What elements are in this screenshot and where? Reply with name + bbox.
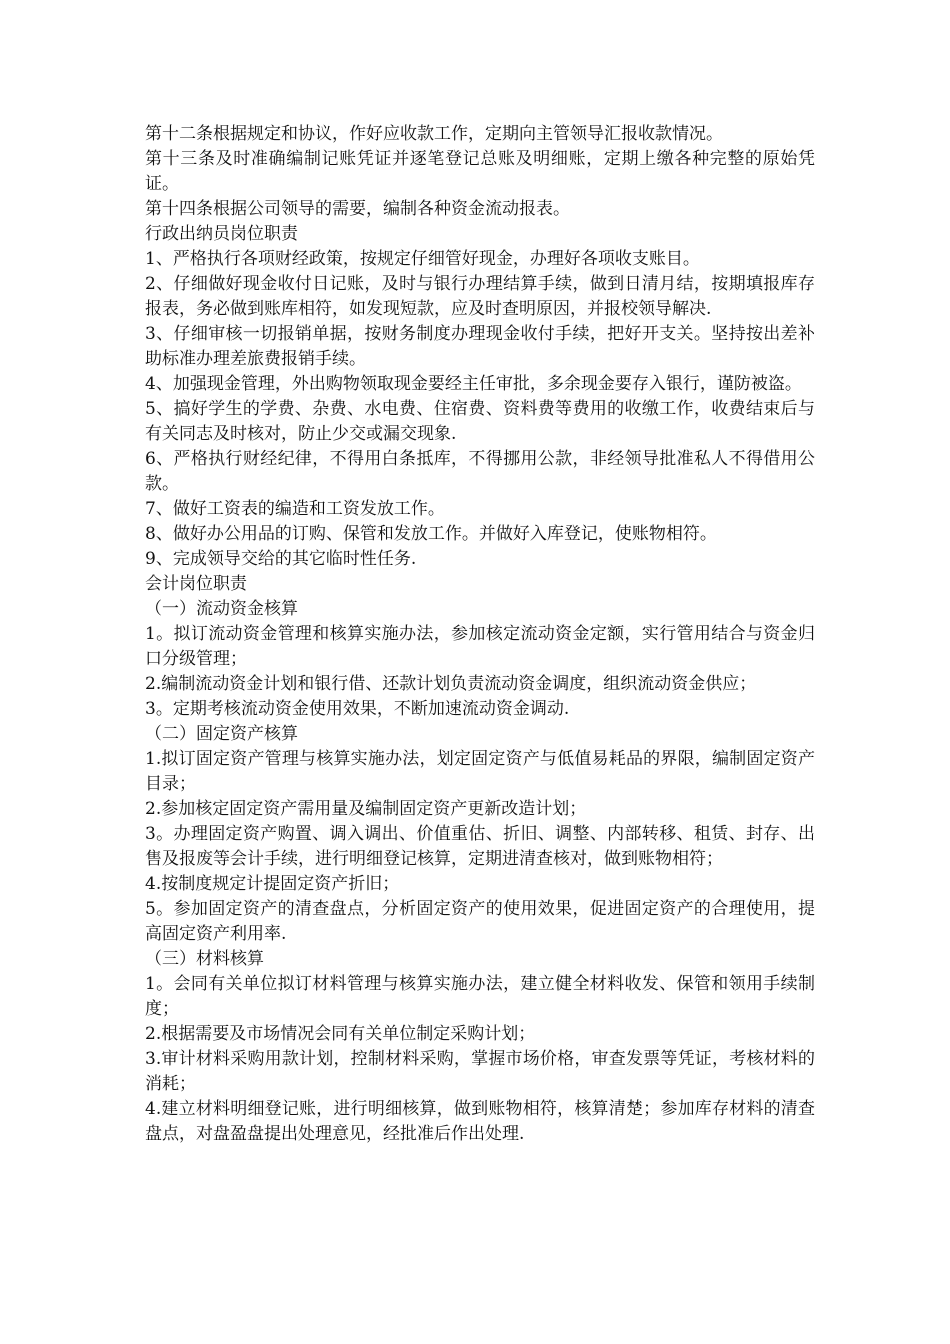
subsection-heading: （二）固定资产核算 [145,724,298,744]
paragraph: 2.参加核定固定资产需用量及编制固定资产更新改造计划； [145,799,587,819]
subsection-heading: （一）流动资金核算 [145,599,298,619]
paragraph: 6、严格执行财经纪律，不得用白条抵库，不得挪用公款，非经领导批准私人不得借用公款。 [145,449,815,494]
section-heading: 行政出纳员岗位职责 [145,224,298,244]
paragraph: 1。拟订流动资金管理和核算实施办法，参加核定流动资金定额，实行管用结合与资金归口分级管理； [145,624,815,669]
paragraph: 2.根据需要及市场情况会同有关单位制定采购计划； [145,1024,536,1044]
paragraph: 2.编制流动资金计划和银行借、还款计划负责流动资金调度，组织流动资金供应； [145,674,757,694]
paragraph: 1.拟订固定资产管理与核算实施办法，划定固定资产与低值易耗品的界限，编制固定资产目录； [145,749,815,794]
paragraph: 4、加强现金管理，外出购物领取现金要经主任审批，多余现金要存入银行，谨防被盗。 [145,374,802,394]
paragraph: 2、仔细做好现金收付日记账，及时与银行办理结算手续，做到日清月结，按期填报库存报表，务必做到账库相符，如发现短款，应及时查明原因，并报校领导解决. [145,274,815,319]
paragraph: 3。定期考核流动资金使用效果，不断加速流动资金调动. [145,699,570,719]
paragraph: 5。参加固定资产的清查盘点，分析固定资产的使用效果，促进固定资产的合理使用，提高固定资产利用率. [145,899,815,944]
document-body [145,122,815,1147]
paragraph: 第十二条根据规定和协议，作好应收款工作，定期向主管领导汇报收款情况。 [145,124,723,144]
paragraph: 7、做好工资表的编造和工资发放工作。 [145,499,445,519]
paragraph: 3、仔细审核一切报销单据，按财务制度办理现金收付手续，把好开支关。坚持按出差补助标准办理差旅费报销手续。 [145,324,815,369]
paragraph: 1。会同有关单位拟订材料管理与核算实施办法，建立健全材料收发、保管和领用手续制度； [145,974,815,1019]
section-heading: 会计岗位职责 [145,574,247,594]
paragraph: 9、完成领导交给的其它临时性任务. [145,549,417,569]
subsection-heading: （三）材料核算 [145,949,264,969]
paragraph: 第十三条及时准确编制记账凭证并逐笔登记总账及明细账，定期上缴各种完整的原始凭证。 [145,149,815,194]
paragraph: 8、做好办公用品的订购、保管和发放工作。并做好入库登记，使账物相符。 [145,524,717,544]
paragraph: 1、严格执行各项财经政策，按规定仔细管好现金，办理好各项收支账目。 [145,249,700,269]
paragraph: 3.审计材料采购用款计划，控制材料采购，掌握市场价格，审查发票等凭证，考核材料的消耗； [145,1049,815,1094]
paragraph: 4.按制度规定计提固定资产折旧； [145,874,400,894]
paragraph: 3。办理固定资产购置、调入调出、价值重估、折旧、调整、内部转移、租赁、封存、出售及报废等会计手续，进行明细登记核算，定期进清查核对，做到账物相符； [145,824,815,869]
paragraph: 第十四条根据公司领导的需要，编制各种资金流动报表。 [145,199,570,219]
paragraph: 5、搞好学生的学费、杂费、水电费、住宿费、资料费等费用的收缴工作，收费结束后与有关同志及时核对，防止少交或漏交现象. [145,399,815,444]
paragraph: 4.建立材料明细登记账，进行明细核算，做到账物相符，核算清楚；参加库存材料的清查盘点，对盘盈盘提出处理意见，经批准后作出处理. [145,1099,815,1144]
